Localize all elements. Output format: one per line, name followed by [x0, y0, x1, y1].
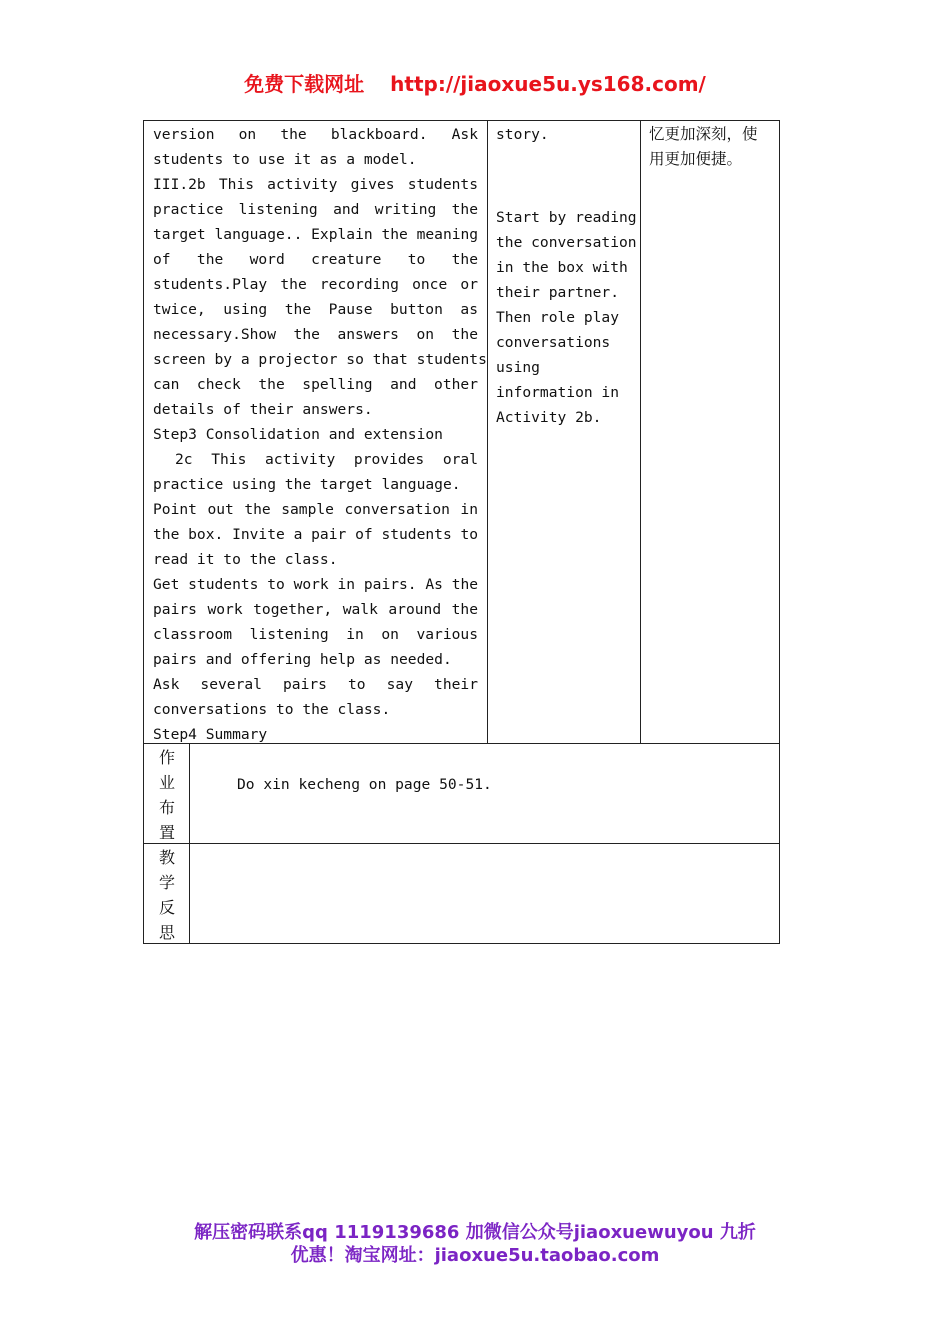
student-line: conversations [496, 334, 611, 351]
student-line: Then role play [496, 309, 620, 326]
header-label: 免费下载网址 [244, 72, 365, 96]
step-line: read it to the class. [153, 551, 338, 568]
step-line: screen by a projector so that students [153, 351, 487, 368]
reflection-label-char: 反 [158, 898, 175, 917]
step-line: version on the blackboard. Ask [153, 126, 478, 143]
page-header [0, 68, 950, 97]
step-line: practice using the target language. [153, 476, 461, 493]
step-line: can check the spelling and other [153, 376, 478, 393]
student-line: using [496, 359, 540, 376]
step-line: pairs work together, walk around the [153, 601, 478, 618]
student-line: Start by reading [496, 209, 637, 226]
reflection-label-char: 学 [158, 873, 175, 892]
step-line: target language.. Explain the meaning [153, 226, 479, 243]
homework-label-char: 作 [158, 748, 175, 767]
step-line: Step4 Summary [153, 726, 268, 743]
step-line: students.Play the recording once or [153, 276, 478, 293]
step-line: pairs and offering help as needed. [153, 651, 452, 668]
purpose-line: 忆更加深刻，使 [649, 125, 758, 143]
homework-content [237, 772, 492, 797]
step-line: Step3 Consolidation and extension [153, 426, 443, 443]
step-line: conversations to the class. [153, 701, 391, 718]
step-line: Ask several pairs to say their [153, 676, 478, 693]
student-line: in the box with [496, 259, 628, 276]
step-line: necessary.Show the answers on the [153, 326, 478, 343]
student-activity-top: story. [496, 126, 549, 143]
step-line: Get students to work in pairs. As the [153, 576, 479, 593]
step-line: details of their answers. [153, 401, 373, 418]
step-line: III.2b This activity gives students [153, 176, 478, 193]
reflection-label-char: 思 [158, 923, 175, 942]
homework-label-char: 置 [158, 823, 175, 842]
reflection-label [144, 845, 190, 945]
design-purpose-cell [649, 122, 777, 172]
step-line: 2c This activity provides oral [175, 451, 478, 468]
homework-label-char: 布 [158, 798, 175, 817]
homework-label-char: 业 [158, 773, 175, 792]
step-line: Point out the sample conversation in [153, 501, 478, 518]
student-activity-cell [496, 122, 636, 430]
homework-label [144, 745, 190, 845]
student-line: Activity 2b. [496, 409, 602, 426]
step-line: classroom listening in on various [153, 626, 478, 643]
step-line: of the word creature to the [153, 251, 478, 268]
step-line: the box. Invite a pair of students to [153, 526, 479, 543]
lesson-table [143, 120, 780, 944]
student-line: their partner. [496, 284, 620, 301]
header-url[interactable]: http://jiaoxue5u.ys168.com/ [390, 72, 706, 96]
homework-text: Do xin kecheng on page 50-51. [237, 776, 492, 793]
student-line: information in [496, 384, 620, 401]
step-line: twice, using the Pause button as [153, 301, 478, 318]
step-line: students to use it as a model. [153, 151, 417, 168]
teaching-steps-cell [153, 122, 487, 747]
student-line: the conversation [496, 234, 637, 251]
footer-line-2: 优惠！淘宝网址：jiaoxue5u.taobao.com [290, 1245, 660, 1266]
purpose-line: 用更加便捷。 [649, 150, 743, 168]
reflection-label-char: 教 [158, 848, 175, 867]
footer-line-1: 解压密码联系qq 1119139686 加微信公众号jiaoxuewuyou 九折 [194, 1222, 756, 1243]
step-line: practice listening and writing the [153, 201, 478, 218]
